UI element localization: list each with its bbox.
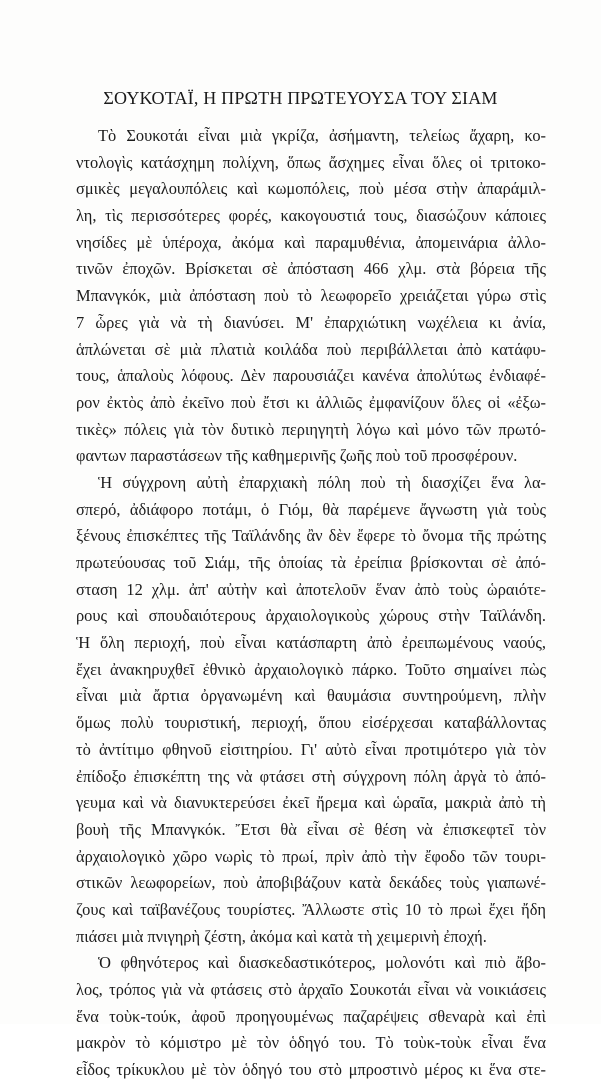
paragraph-line: ρον ἐκτὸς ἀπὸ ἐκεῖνο ποὺ ἔτσι κι ἀλλιῶς ἐμφανίζουν ὅλες οἱ «ἐξω- [76,392,546,412]
paragraph-line: ξένους ἐπισκέπτες τῆς Ταϊλάνδης ἂν δὲν ἔφερε τὸ ὄνομα τῆς πρώτης [76,526,546,546]
paragraph-line: ζους καὶ ταϊβανέζους τουρίστες. Ἄλλωστε στὶς 10 τὸ πρωὶ ἔχει ἤδη [76,899,546,919]
paragraph-line: λη, τὶς περισσότερες φορές, κακογουστιά τους, διασώζουν κάποιες [76,206,546,226]
paragraph-line: Ὁ φθηνότερος καὶ διασκεδαστικότερος, μολονότι καὶ πιὸ ἄβο- [98,953,546,973]
paragraph-line: φαντων παραστάσεων τῆς καθημερινῆς ζωῆς ποὺ τοῦ προσφέρουν. [76,446,518,466]
paragraph-line: εἶναι μιὰ ἄρτια ὀργανωμένη καὶ θαυμάσια συντηρούμενη, πλὴν [76,686,546,706]
paragraph-line: ἔχει ἀνακηρυχθεῖ ἐθνικὸ ἀρχαιολογικὸ πάρκο. Τοῦτο σημαίνει πὼς [76,659,546,679]
paragraph-line: Μπανγκόκ, μιὰ ἀπόσταση ποὺ τὸ λεωφορεῖο χρειάζεται γύρω στὶς [76,286,546,306]
paragraph-line: σμικὲς μεγαλουπόλεις καὶ κωμοπόλεις, ποὺ μέσα στὴν ἀπαράμιλ- [76,179,546,199]
paragraph-line: τους, ἁπαλοὺς λόφους. Δὲν παρουσιάζει κανένα ἀπολύτως ἐνδιαφέ- [76,366,546,386]
paragraph-line: ἐπίδοξο ἐπισκέπτη της νὰ φτάσει στὴ σύγχρονη πόλη ἀργὰ τὸ ἀπό- [76,766,546,786]
paragraph-line: ἁπλώνεται σὲ μιὰ πλατιὰ κοιλάδα ποὺ περιβάλλεται ἀπὸ κατάφυ- [76,339,546,359]
paragraph-line: ὅμως πολὺ τουριστική, περιοχή, ὅπου εἰσέρχεσαι καταβάλλοντας [76,713,546,733]
paragraph-line: τινῶν ἐποχῶν. Βρίσκεται σὲ ἀπόσταση 466 χλμ. στὰ βόρεια τῆς [76,259,546,279]
paragraph-line: σπερό, ἀδιάφορο ποτάμι, ὁ Γιόμ, θὰ παρέμενε ἄγνωστη γιὰ τοὺς [76,499,546,519]
paragraph-line: τὸ ἀντίτιμο φθηνοῦ εἰσιτηρίου. Γι' αὐτὸ εἶναι προτιμότερο γιὰ τὸν [76,739,546,759]
paragraph-line: ντολογὶς κατάσχημη πολίχνη, ὅπως ἄσχημες εἶναι ὅλες οἱ τριτοκο- [76,152,546,172]
paragraph-line: βουὴ τῆς Μπανγκόκ. Ἔτσι θὰ εἶναι σὲ θέση νὰ ἐπισκεφτεῖ τὸν [76,819,546,839]
paragraph-line: ἀρχαιολογικὸ χῶρο νωρὶς τὸ πρωί, πρὶν ἀπὸ τὴν ἔφοδο τῶν τουρι- [76,846,546,866]
paragraph-line: Ἡ ὅλη περιοχή, ποὺ εἶναι κατάσπαρτη ἀπὸ ἐρειπωμένους ναούς, [76,633,546,653]
paragraph-line: στικῶν λεωφορείων, ποὺ ἀποβιβάζουν κατὰ δεκάδες τοὺς γιαπωνέ- [76,873,546,893]
paragraph-line: ἕνα τοὺκ-τούκ, ἀφοῦ προηγουμένως παζαρέψεις σθεναρὰ καὶ ἐπὶ [76,1006,546,1026]
paragraph-line: γευμα καὶ νὰ διανυκτερεύσει ἐκεῖ ἤρεμα καὶ ὡραῖα, μακριὰ ἀπὸ τὴ [76,793,546,813]
paragraph-line: σταση 12 χλμ. ἀπ' αὐτὴν καὶ ἀποτελοῦν ἕναν ἀπὸ τοὺς ὡραιότε- [76,579,546,599]
paragraph-line: τικὲς» πόλεις γιὰ τὸν δυτικὸ περιηγητὴ λόγω καὶ μόνο τῶν πρωτό- [76,419,546,439]
paragraph-line: εἶδος τρίκυκλου μὲ τὸν ὁδηγό του στὸ μπροστινὸ μέρος κι ἕνα στε- [76,1060,546,1080]
paragraph-line: λος, τρόπος γιὰ νὰ φτάσεις στὸ ἀρχαῖο Σουκοτάι εἶναι νὰ νοικιάσεις [76,980,546,999]
paragraph-line: Τὸ Σουκοτάι εἶναι μιὰ γκρίζα, ἀσήμαντη, τελείως ἄχαρη, κο- [98,126,546,145]
paragraph-line: νησίδες μὲ ὑπέροχα, ἀκόμα καὶ παραμυθένια, ἀπομεινάρια ἀλλο- [76,232,546,252]
paragraph-line: 7 ὧρες γιὰ νὰ τὴ διανύσει. Μ' ἐπαρχιώτικη νωχέλεια κι ἀνία, [76,312,546,332]
paragraph-line: Ἡ σύγχρονη αὐτὴ ἐπαρχιακὴ πόλη ποὺ τὴ διασχίζει ἕνα λα- [98,472,546,492]
body-text [76,123,546,1084]
paragraph-line: ρους καὶ σπουδαιότερους ἀρχαιολογικοὺς χώρους στὴν Ταϊλάνδη. [76,606,546,626]
paragraph-line: μακρὸν τὸ κόμιστρο μὲ τὸν ὁδηγό του. Τὸ τοὺκ-τοὺκ εἶναι ἕνα [76,1033,546,1053]
paragraph-line: πιάσει μιὰ πνιγηρὴ ζέστη, ἀκόμα καὶ κατὰ τὴ χειμερινὴ ἐποχή. [76,926,487,946]
paragraph-line: πρωτεύουσας τοῦ Σιάμ, τῆς ὁποίας τὰ ἐρείπια βρίσκονται σὲ ἀπό- [76,553,546,572]
chapter-title: ΣΟΥΚΟΤΑΪ, Η ΠΡΩΤΗ ΠΡΩΤΕΥΟΥΣΑ ΤΟΥ ΣΙΑΜ [103,88,498,108]
